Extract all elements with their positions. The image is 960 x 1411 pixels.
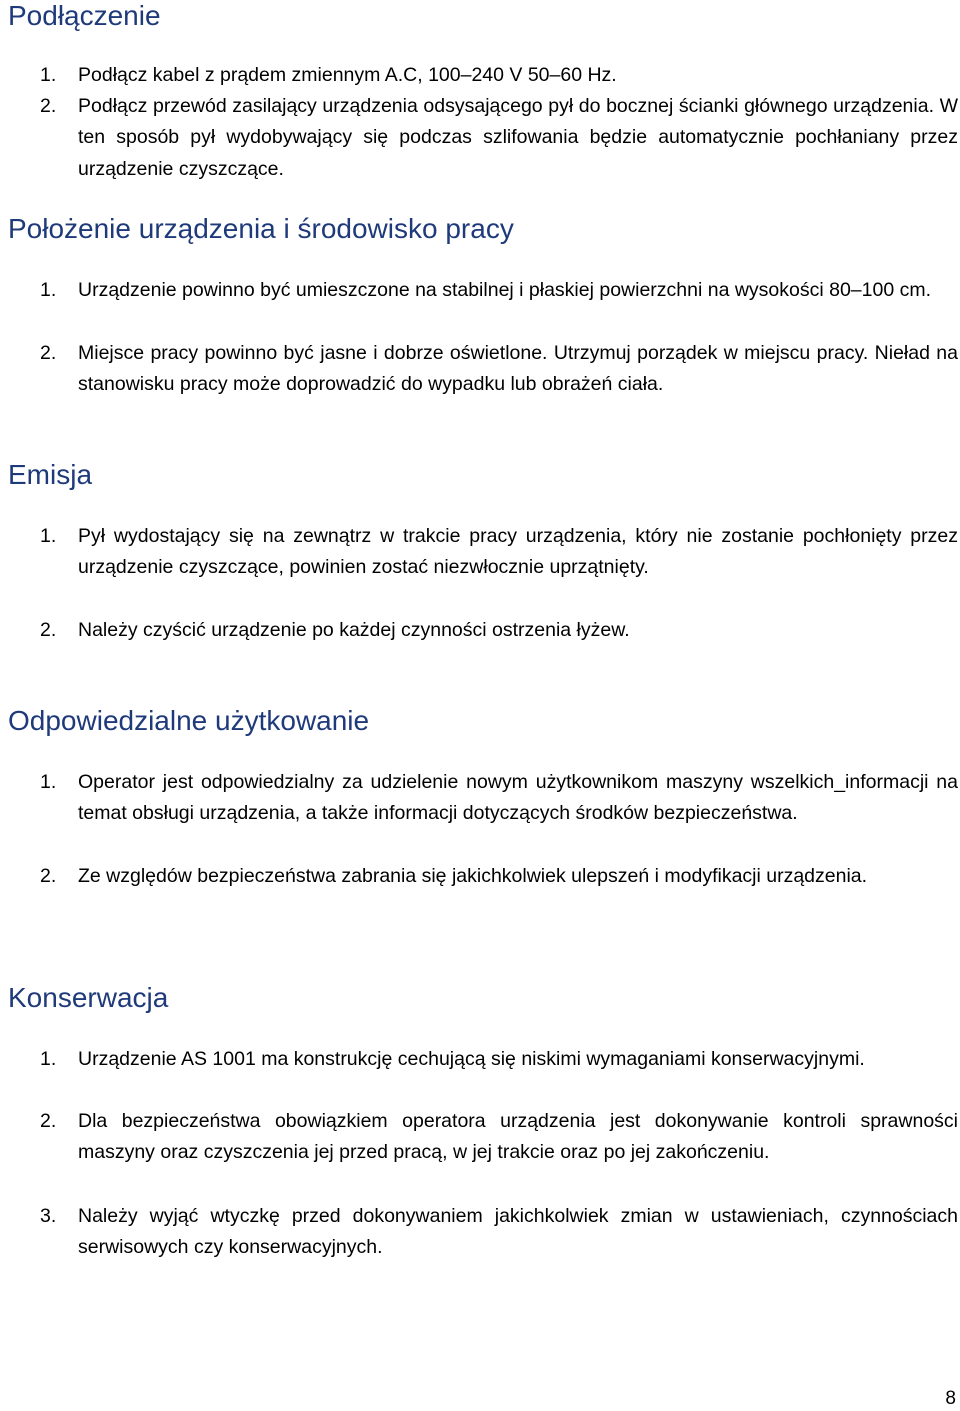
list-item-text: Należy wyjąć wtyczkę przed dokonywaniem jakichkolwiek zmian w ustawieniach, czynnościach serwisowych czy konserwacyjnych. [78,1205,958,1259]
page-number: 8 [945,1388,956,1409]
list-item-text: Dla bezpieczeństwa obowiązkiem operatora urządzenia jest dokonywanie kontroli sprawności maszyny oraz czyszczenia jej przed pracą, w jej trakcie oraz po jej zakończeniu. [78,1110,958,1164]
list-item [40,1106,958,1169]
list-item-number: 1. [40,1048,57,1070]
list-item-number: 3. [40,1205,57,1227]
section-heading-podlaczenie: Podłączenie [8,0,161,31]
list-item-text: Pył wydostający się na zewnątrz w trakcie pracy urządzenia, który nie zostanie pochłonięty przez urządzenie czyszczące, powinien zostać niezwłocznie uprzątnięty. [78,525,958,579]
section-heading-konserwacja: Konserwacja [8,982,169,1013]
list-item [40,861,958,892]
list-item-text: Podłącz przewód zasilający urządzenia odsysającego pył do bocznej ścianki głównego urządzenia. W ten sposób pył wydobywający się podczas szlifowania będzie automatycznie pochłaniany przez urządzenie czyszczące. [78,95,958,180]
section-heading-emisja: Emisja [8,459,93,490]
list-item-number: 2. [40,1110,57,1132]
list-item-number: 2. [40,865,57,887]
list-item-number: 2. [40,95,57,117]
list-item-text: Podłącz kabel z prądem zmiennym A.C, 100–240 V 50–60 Hz. [78,64,617,86]
list-item [40,338,958,401]
list-item-number: 1. [40,771,57,793]
list-item-text: Urządzenie powinno być umieszczone na stabilnej i płaskiej powierzchni na wysokości 80–100 cm. [78,279,932,301]
list-item-number: 1. [40,64,57,86]
list-item-number: 1. [40,279,57,301]
list-item [40,91,958,185]
list-item-number: 2. [40,619,57,641]
section-heading-polozenie: Położenie urządzenia i środowisko pracy [8,213,514,244]
list-item-text: Operator jest odpowiedzialny za udzielenie nowym użytkownikom maszyny wszelkich_informacji na temat obsługi urządzenia, a także informacji dotyczących środków bezpieczeństwa. [78,771,958,825]
list-item [40,275,958,306]
list-item-number: 1. [40,525,57,547]
list-item-text: Miejsce pracy powinno być jasne i dobrze oświetlone. Utrzymuj porządek w miejscu pracy. Nieład na stanowisku pracy może doprowadzić do wypadku lub obrażeń ciała. [78,342,958,396]
list-item-text: Urządzenie AS 1001 ma konstrukcję cechującą się niskimi wymaganiami konserwacyjnymi. [78,1048,865,1070]
list-item [40,1044,958,1075]
list-item [40,615,958,646]
list-item-text: Ze względów bezpieczeństwa zabrania się jakichkolwiek ulepszeń i modyfikacji urządzenia. [78,865,868,887]
list-item-text: Należy czyścić urządzenie po każdej czynności ostrzenia łyżew. [78,619,630,641]
list-item [40,767,958,830]
list-item [40,1201,958,1264]
list-item [40,60,958,91]
list-item [40,521,958,584]
section-heading-odpowiedzialne: Odpowiedzialne użytkowanie [8,705,370,736]
list-item-number: 2. [40,342,57,364]
